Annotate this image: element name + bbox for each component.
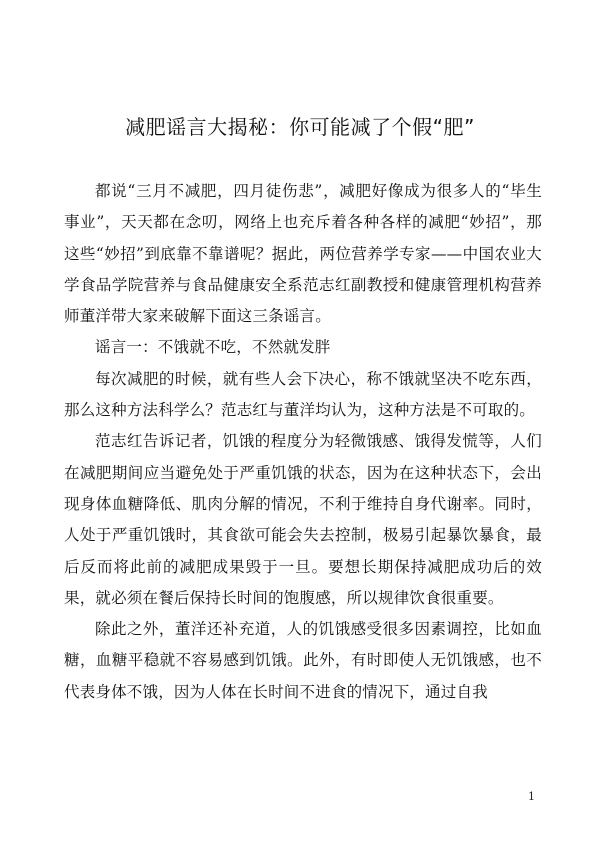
paragraph-myth-heading: 谣言一：不饿就不吃，不然就发胖 [95, 338, 331, 357]
paragraph-hunger-explanation: 范志红告诉记者，饥饿的程度分为轻微饿感、饿得发慌等，人们在减肥期间应当避免处于严重饥饿的状态，因为在这种状态下，会出现身体血糖降低、肌肉分解的情况，不利于维持自身代谢率。同时，人处于严重饥饿时，其食欲可能会失去控制，极易引起暴饮暴食，最后反而将此前的减肥成果毁于一旦。要想长期保持减肥成功后的效果，就必须在餐后保持长时间的饱腹感，所以规律饮食很重要。 [64, 432, 542, 607]
paragraph-myth-question: 每次减肥的时候，就有些人会下决心，称不饿就坚决不吃东西，那么这种方法科学么？范志红与董洋均认为，这种方法是不可取的。 [64, 369, 542, 420]
paragraph-additional-note: 除此之外，董洋还补充道，人的饥饿感受很多因素调控，比如血糖，血糖平稳就不容易感到饥饿。此外，有时即使人无饥饿感，也不代表身体不饿，因为人体在长时间不进食的情况下，通过自我 [64, 620, 542, 701]
document-body [64, 176, 542, 708]
page-number: 1 [528, 790, 535, 803]
document-title: 减肥谣言大揭秘：你可能减了个假“肥” [125, 115, 475, 139]
paragraph-intro: 都说“三月不减肥，四月徒伤悲”，减肥好像成为很多人的“毕生事业”，天天都在念叨，网络上也充斥着各种各样的减肥“妙招”，那这些“妙招”到底靠不靠谱呢？据此，两位营养学专家——中国农业大学食品学院营养与食品健康安全系范志红副教授和健康管理机构营养师董洋带大家来破解下面这三条谣言。 [64, 182, 542, 326]
